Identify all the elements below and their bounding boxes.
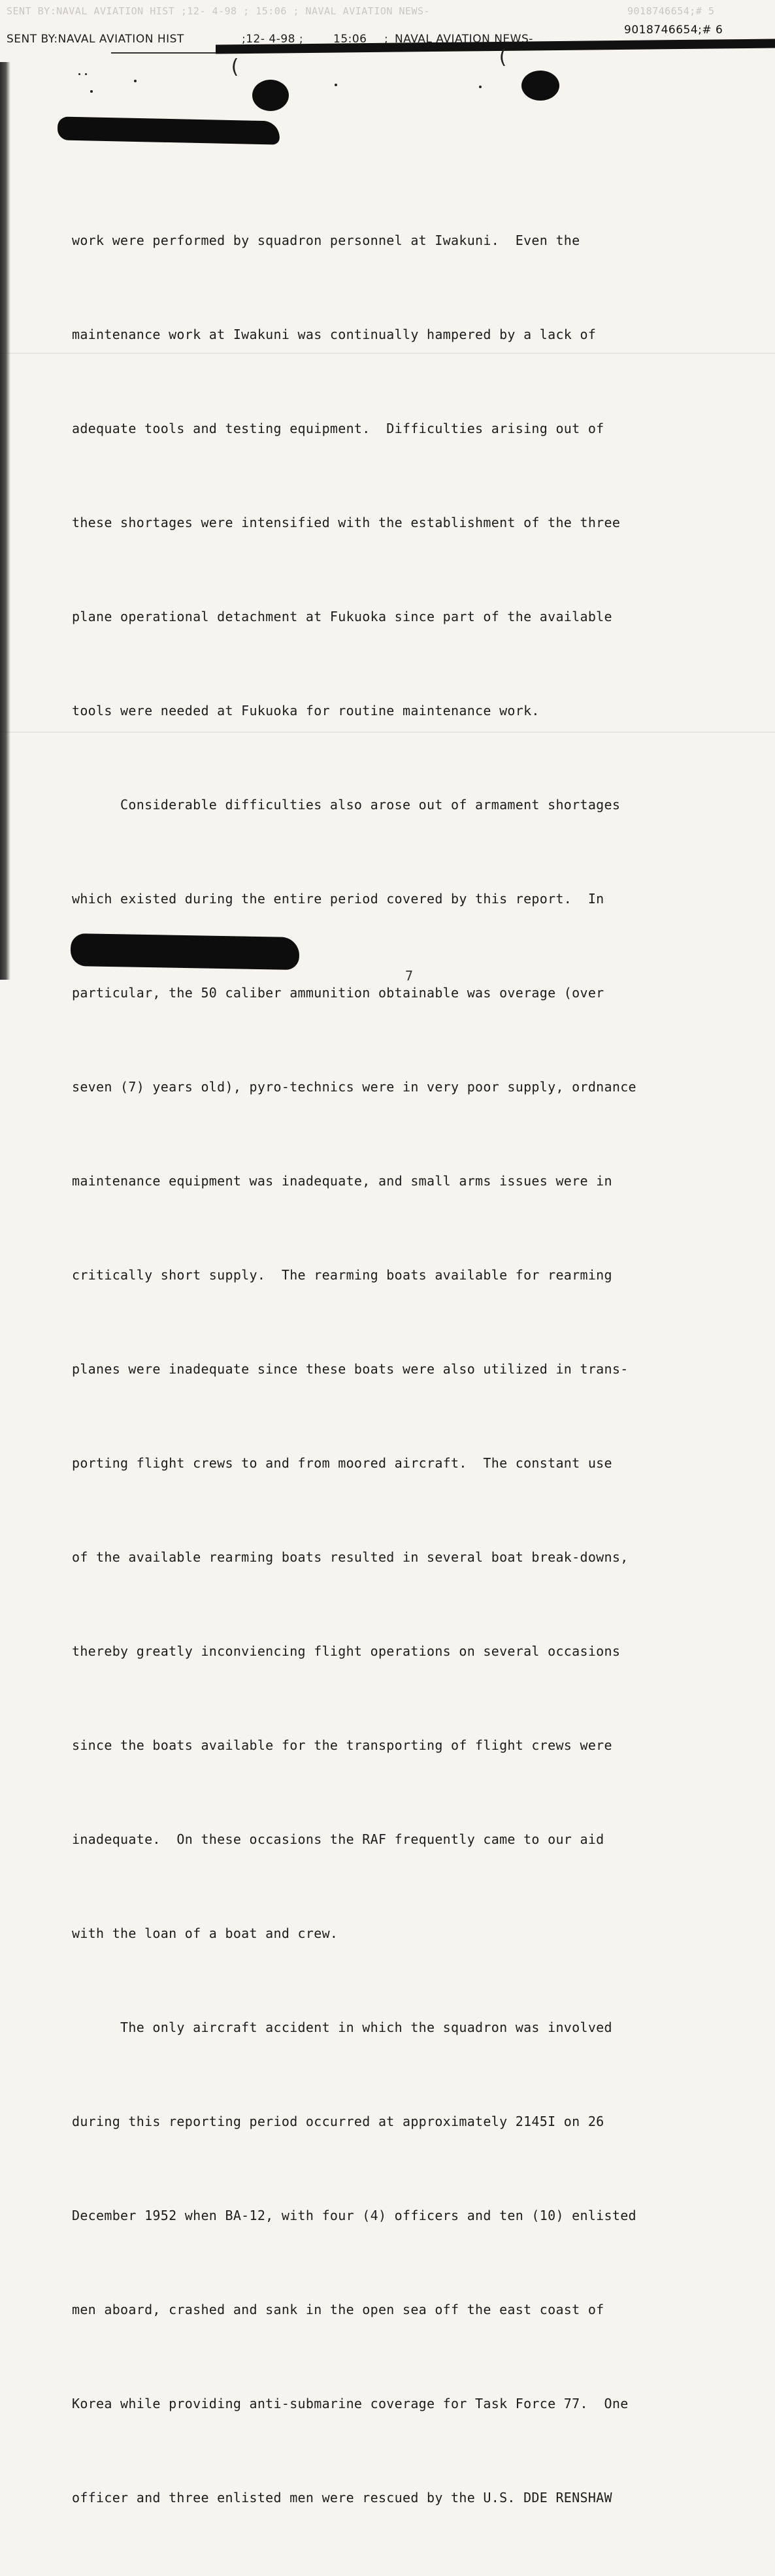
fax-sent-by: SENT BY:NAVAL AVIATION HIST [7, 33, 184, 46]
body-line: men aboard, crashed and sank in the open sea off the east coast of [72, 2302, 604, 2317]
fax-header [0, 24, 775, 63]
body-line: of the available rearming boats resulted in several boat break-downs, [72, 1549, 629, 1565]
fax-sender: NAVAL AVIATION NEWS- [395, 33, 533, 46]
speck [90, 90, 93, 93]
fax-separator: ; [384, 33, 389, 46]
speck [479, 86, 482, 88]
body-line: with the loan of a boat and crew. [72, 1925, 338, 1941]
body-line: officer and three enlisted men were rescued by the U.S. DDE RENSHAW [72, 2490, 612, 2505]
body-line: adequate tools and testing equipment. Difficulties arising out of [72, 421, 604, 436]
fax-date: ;12- 4-98 ; [242, 33, 304, 46]
redaction-bar-top [58, 116, 280, 144]
body-line: maintenance work at Iwakuni was continually hampered by a lack of [72, 327, 597, 342]
punch-hole-blot-left [252, 80, 289, 111]
speck [134, 80, 137, 82]
fax-time: 15:06 [333, 33, 367, 46]
scan-left-edge [0, 62, 10, 980]
body-line: thereby greatly inconviencing flight operations on several occasions [72, 1643, 621, 1659]
page-number: 7 [405, 968, 414, 984]
ghost-header-right: 9018746654;# 5 [627, 5, 715, 17]
speck [85, 73, 87, 75]
body-line: critically short supply. The rearming boats available for rearming [72, 1267, 612, 1283]
body-line: December 1952 when BA-12, with four (4) officers and ten (10) enlisted [72, 2208, 636, 2223]
body-line: seven (7) years old), pyro-technics were in very poor supply, ordnance [72, 1079, 636, 1095]
speck [78, 73, 80, 75]
body-line: work were performed by squadron personnel at Iwakuni. Even the [72, 233, 580, 248]
ghost-fax-header [7, 3, 768, 21]
body-line: Considerable difficulties also arose out of armament shortages [72, 797, 621, 813]
fax-number-page: 9018746654;# 6 [624, 24, 723, 37]
body-line: inadequate. On these occasions the RAF frequently came to our aid [72, 1831, 604, 1847]
report-body [72, 162, 765, 2576]
body-line: particular, the 50 caliber ammunition obtainable was overage (over [72, 985, 604, 1001]
fax-header-line [7, 24, 775, 47]
body-line: which existed during the entire period covered by this report. In [72, 891, 604, 907]
body-line: during this reporting period occurred at approximately 2145I on 26 [72, 2114, 604, 2129]
stray-paren-mark: ( [229, 56, 241, 78]
body-line: planes were inadequate since these boats were also utilized in trans- [72, 1361, 629, 1377]
body-line: Korea while providing anti-submarine coverage for Task Force 77. One [72, 2396, 629, 2411]
punch-hole-blot-right [521, 71, 559, 101]
body-line: these shortages were intensified with the establishment of the three [72, 515, 621, 530]
body-line: porting flight crews to and from moored aircraft. The constant use [72, 1455, 612, 1471]
body-line: maintenance equipment was inadequate, and small arms issues were in [72, 1173, 612, 1189]
body-line: since the boats available for the transporting of flight crews were [72, 1737, 612, 1753]
speck [335, 84, 337, 86]
header-underline [111, 52, 216, 54]
ghost-header-left: SENT BY:NAVAL AVIATION HIST ;12- 4-98 ; 15:06 ; NAVAL AVIATION NEWS- [7, 5, 431, 17]
body-line: tools were needed at Fukuoka for routine maintenance work. [72, 703, 540, 718]
stray-paren-mark: ( [497, 46, 509, 69]
body-line: plane operational detachment at Fukuoka since part of the available [72, 609, 612, 624]
body-line: The only aircraft accident in which the squadron was involved [72, 2020, 612, 2035]
